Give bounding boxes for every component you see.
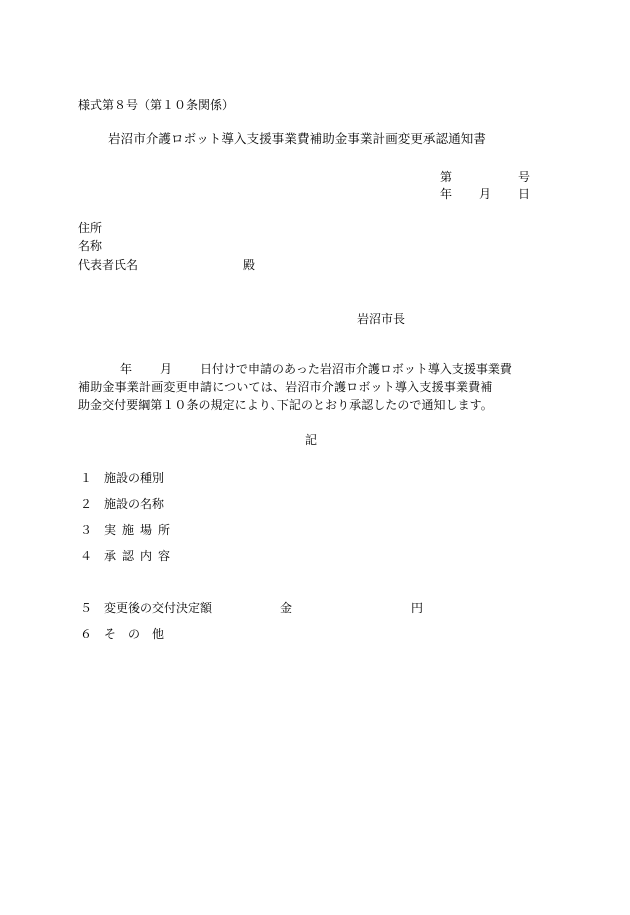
- item-label: その他: [104, 627, 177, 641]
- item-number: ４: [80, 549, 93, 563]
- ki-heading: 記: [305, 433, 318, 447]
- document-number: [440, 171, 530, 183]
- issue-date: [440, 188, 530, 200]
- doc-number-suffix: 号: [517, 170, 530, 184]
- date-day: 日: [517, 187, 530, 201]
- item-number: ２: [80, 497, 93, 511]
- amount-kin: 金: [280, 601, 293, 615]
- body-line-2: 補助金事業計画変更申請については、岩沼市介護ロボット導入支援事業費補: [78, 380, 493, 394]
- date-year: 年: [440, 187, 453, 201]
- amount-yen: 円: [411, 601, 424, 615]
- form-number: 様式第８号（第１０条関係）: [78, 98, 235, 112]
- list-item: [80, 602, 212, 614]
- body-month: 月: [160, 362, 173, 376]
- list-item: [80, 498, 164, 510]
- doc-number-prefix: 第: [440, 170, 453, 184]
- item-number: ６: [80, 627, 93, 641]
- issuer: 岩沼市長: [357, 312, 406, 326]
- list-item: [80, 550, 176, 562]
- item-label: 施設の名称: [104, 497, 165, 511]
- item-number: ３: [80, 523, 93, 537]
- list-item: [80, 628, 176, 640]
- recipient-address-label: 住所: [78, 221, 103, 235]
- recipient-representative-label: 代表者氏名: [78, 258, 139, 272]
- body-line-1: [120, 363, 512, 375]
- item-label: 施設の種別: [104, 471, 165, 485]
- body-line-1-text: 日付けで申請のあった岩沼市介護ロボット導入支援事業費: [200, 362, 512, 376]
- date-month: 月: [478, 187, 491, 201]
- item-number: ５: [80, 601, 93, 615]
- recipient-name-label: 名称: [78, 239, 103, 253]
- list-item: [80, 524, 176, 536]
- item-label: 承認内容: [104, 549, 177, 563]
- honorific: 殿: [243, 258, 256, 272]
- item-label: 変更後の交付決定額: [104, 601, 213, 615]
- document-title: 岩沼市介護ロボット導入支援事業費補助金事業計画変更承認通知書: [108, 131, 487, 146]
- body-year: 年: [120, 362, 133, 376]
- list-item: [80, 472, 164, 484]
- item-label: 実施場所: [104, 523, 177, 537]
- item-number: １: [80, 471, 93, 485]
- body-line-3: 助金交付要綱第１０条の規定により､下記のとおり承認したので通知します。: [78, 398, 493, 412]
